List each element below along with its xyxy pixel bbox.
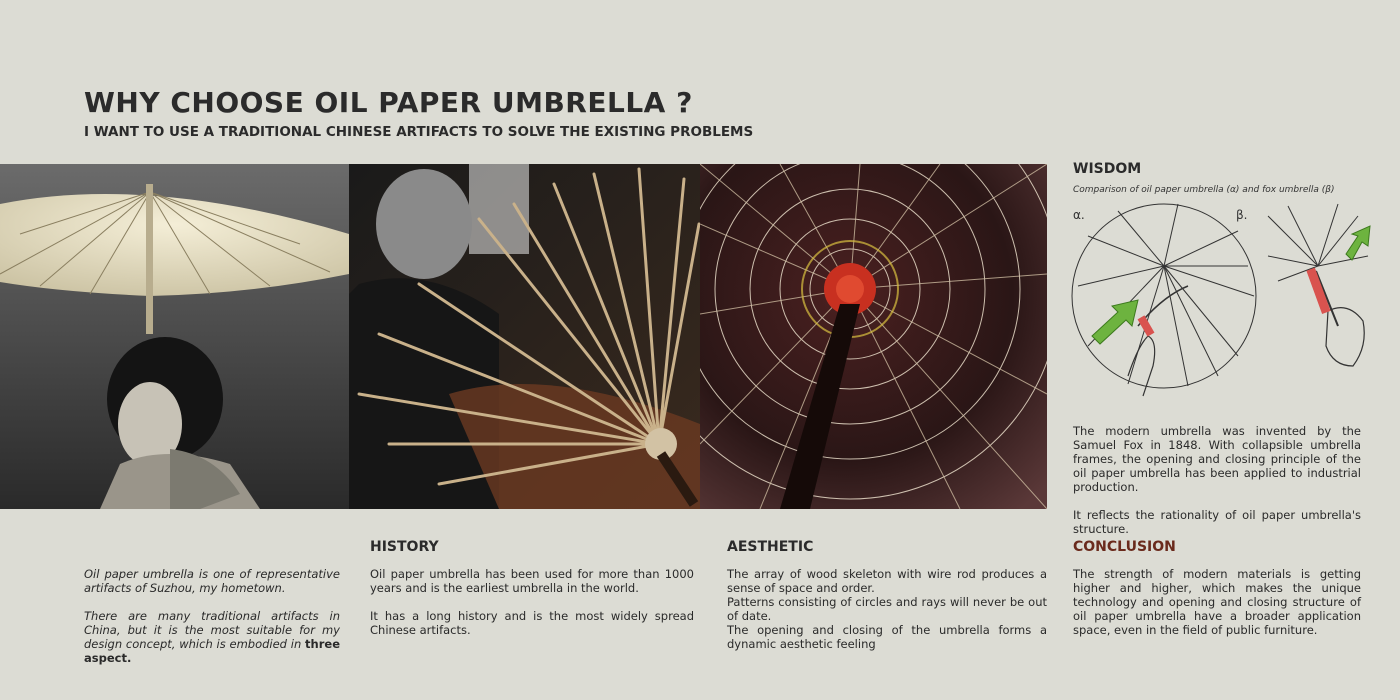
history-text xyxy=(370,567,694,637)
history-paragraph-1: Oil paper umbrella has been used for more than 1000 years and is the earliest umbrella in the world. xyxy=(370,567,694,595)
intro-paragraph-2 xyxy=(84,609,340,665)
wisdom-caption: Comparison of oil paper umbrella (α) and fox umbrella (β) xyxy=(1073,185,1335,195)
history-heading: HISTORY xyxy=(370,539,439,555)
umbrella-comparison-diagram xyxy=(1068,196,1380,406)
page-subtitle: I WANT TO USE A TRADITIONAL CHINESE ARTIFACTS TO SOLVE THE EXISTING PROBLEMS xyxy=(84,124,754,140)
page-title: WHY CHOOSE OIL PAPER UMBRELLA ? xyxy=(84,86,693,119)
oil-paper-umbrella-drawing xyxy=(1072,204,1256,396)
conclusion-paragraph: The strength of modern materials is getting higher and higher, which makes the unique technology and opening and closing structure of oil paper umbrella have a broader application space, even in the field of public furniture. xyxy=(1073,567,1361,637)
aesthetic-heading: AESTHETIC xyxy=(727,539,814,555)
photo-woman-with-umbrella xyxy=(0,164,349,509)
conclusion-text xyxy=(1073,567,1361,637)
intro-paragraph-1: Oil paper umbrella is one of representative artifacts of Suzhou, my hometown. xyxy=(84,567,340,595)
wisdom-paragraph-1: The modern umbrella was invented by the Samuel Fox in 1848. With collapsible umbrella frames, the opening and closing principle of the oil paper umbrella has been applied to industrial production. xyxy=(1073,424,1361,494)
wisdom-paragraph-2: It reflects the rationality of oil paper umbrella's structure. xyxy=(1073,508,1361,536)
beta-label: β. xyxy=(1236,208,1248,222)
intro-paragraph-2-text: There are many traditional artifacts in China, but it is the most suitable for my design concept, which is embodied in xyxy=(84,609,340,651)
aesthetic-line-1: The array of wood skeleton with wire rod produces a sense of space and order. xyxy=(727,567,1047,595)
aesthetic-text xyxy=(727,567,1047,651)
intro-text xyxy=(84,567,340,665)
photo-craftsman-umbrella-frame xyxy=(349,164,700,509)
wisdom-heading: WISDOM xyxy=(1073,161,1142,177)
conclusion-heading: CONCLUSION xyxy=(1073,539,1176,555)
intro-emphasis: three aspect. xyxy=(84,637,341,665)
aesthetic-line-2: Patterns consisting of circles and rays will never be out of date. xyxy=(727,595,1047,623)
aesthetic-line-3: The opening and closing of the umbrella forms a dynamic aesthetic feeling xyxy=(727,623,1047,651)
wisdom-text xyxy=(1073,424,1361,536)
history-paragraph-2: It has a long history and is the most widely spread Chinese artifacts. xyxy=(370,609,694,637)
alpha-label: α. xyxy=(1073,208,1085,222)
photo-umbrella-inner-structure xyxy=(700,164,1047,509)
